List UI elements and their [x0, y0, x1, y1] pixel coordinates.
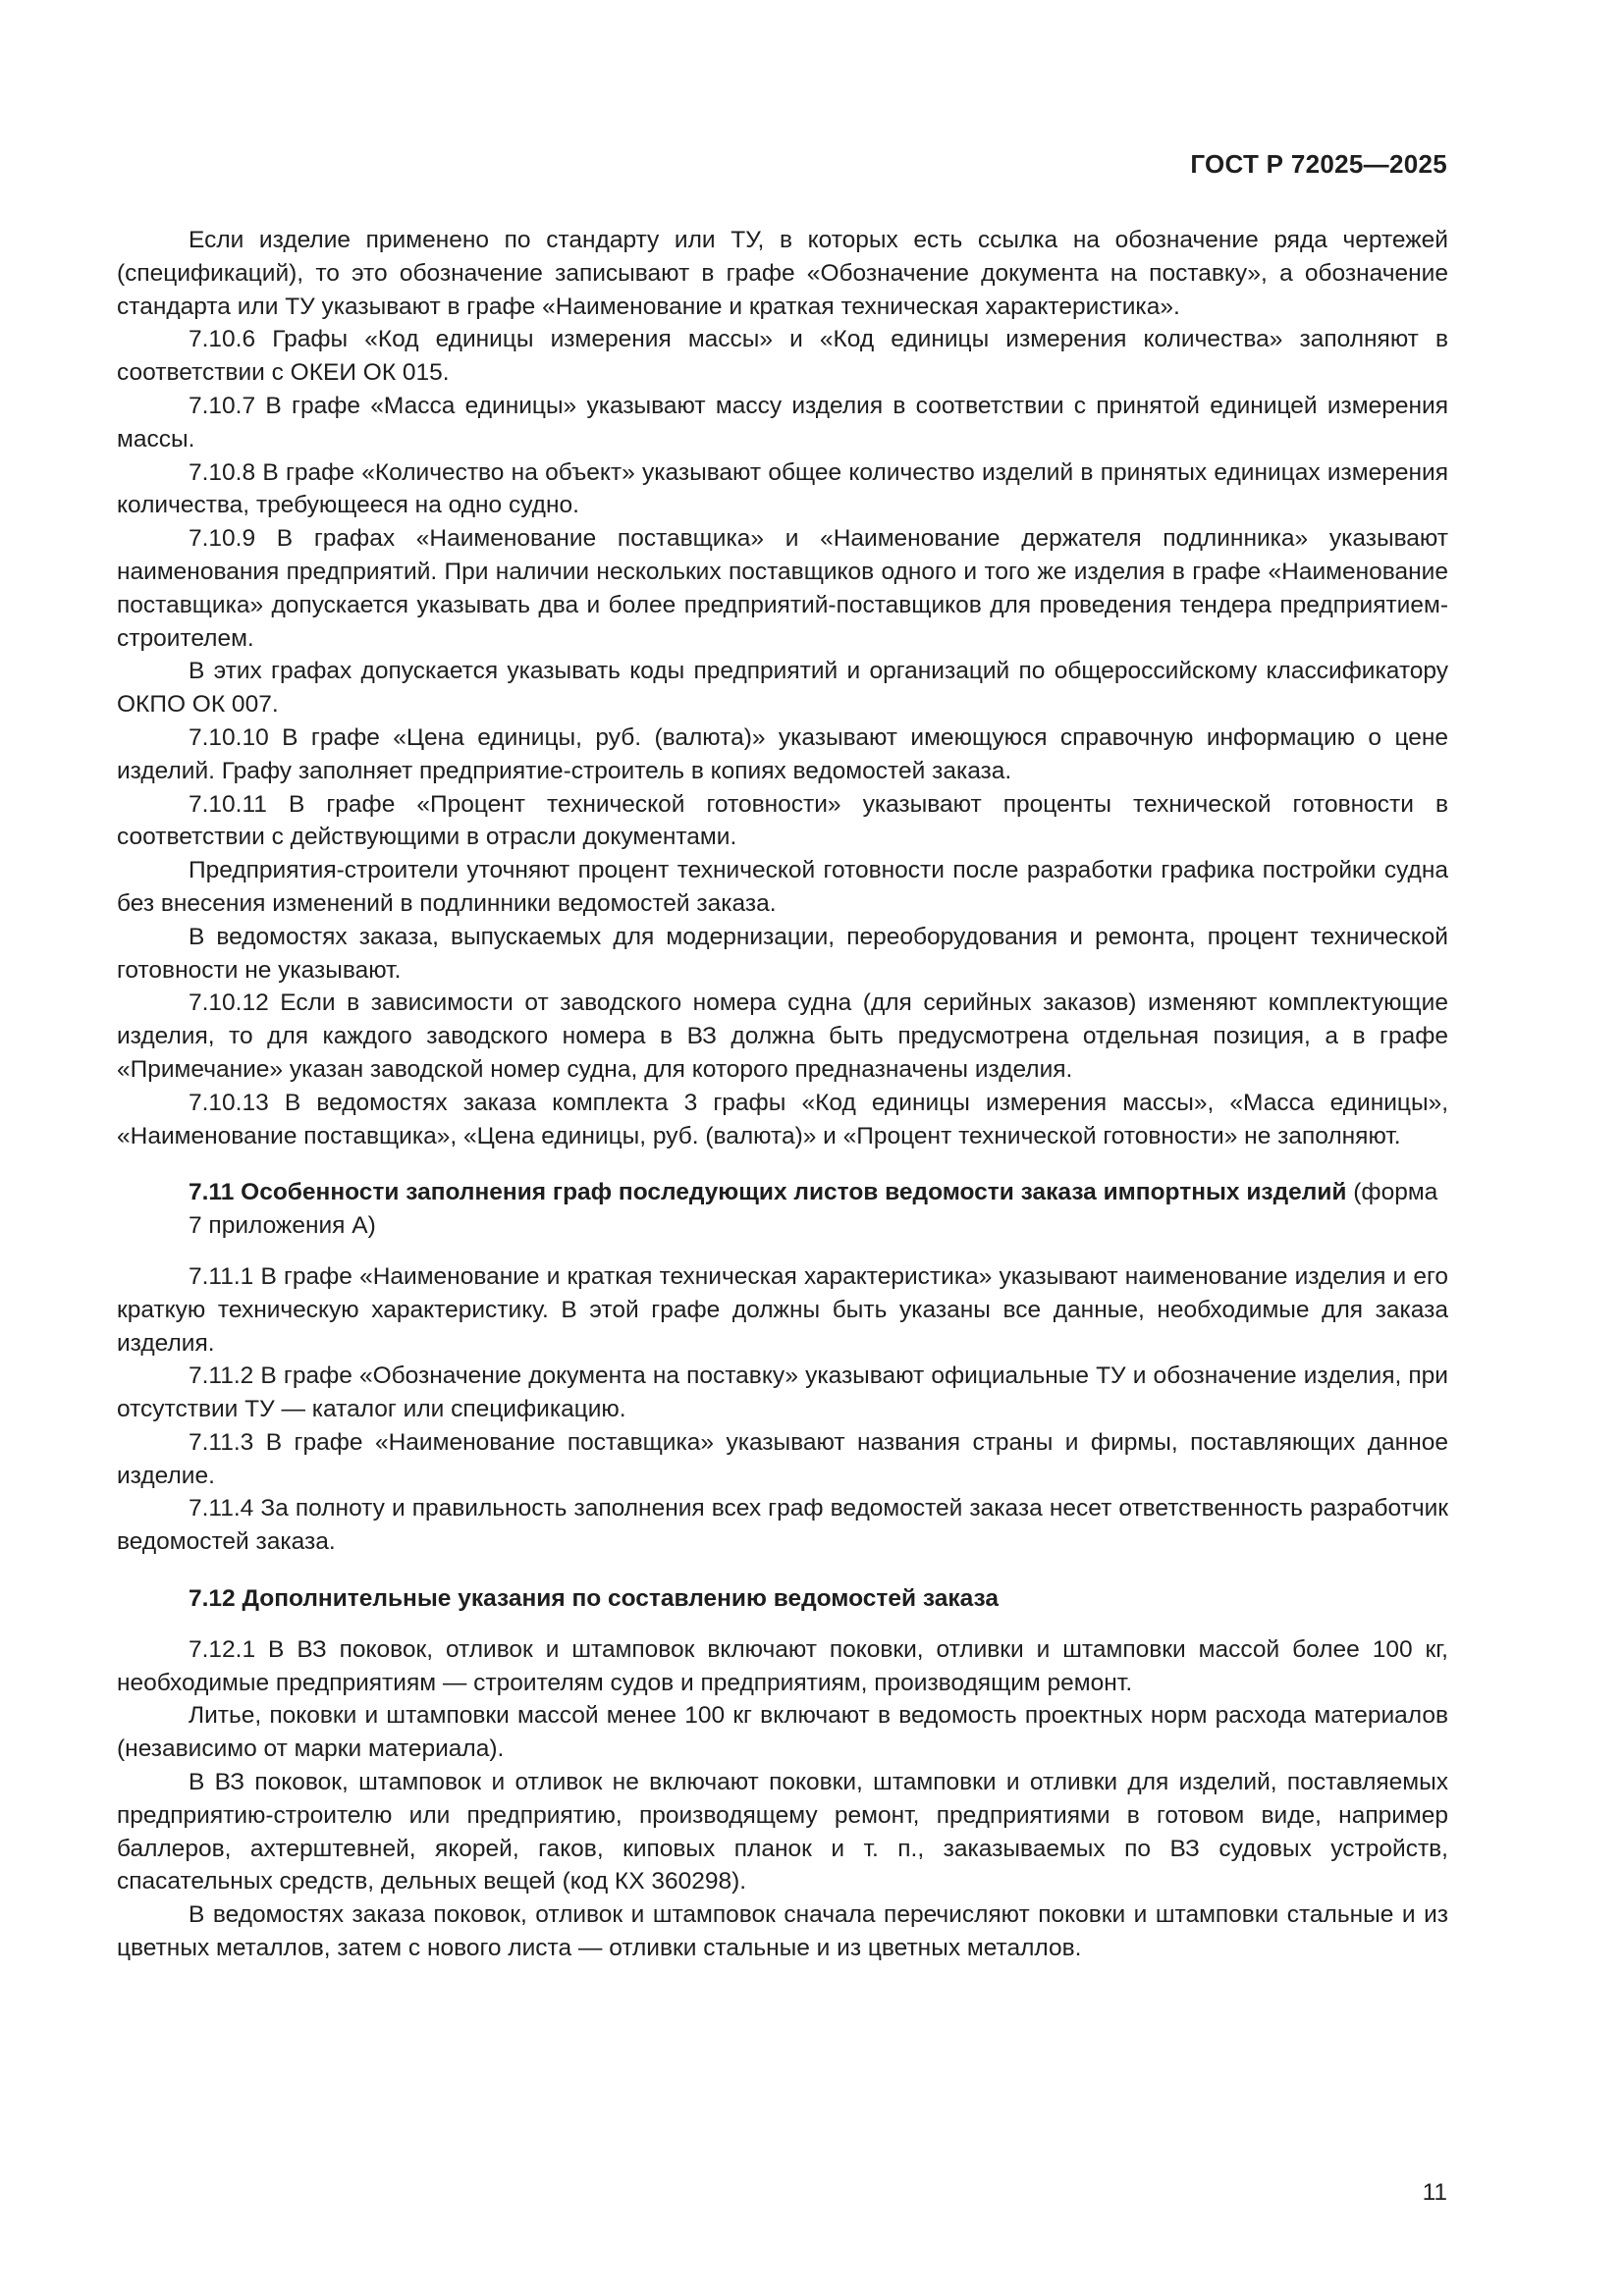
paragraph: В ведомостях заказа, выпускаемых для модернизации, переоборудования и ремонта, процент технической готовности не указывают.: [117, 923, 1448, 984]
paragraph-7-10-12: 7.10.12 Если в зависимости от заводского номера судна (для серийных заказов) изменяют комплектующие изделия, то для каждого заводского номера в ВЗ должна быть предусмотрена отдельная позиция, а в графе «Примечание» указан заводской номер судна, для которого предназначены изделия.: [117, 989, 1448, 1083]
paragraph-7-11-4: 7.11.4 За полноту и правильность заполнения всех граф ведомостей заказа несет ответственность разработчик ведомостей заказа.: [117, 1495, 1448, 1556]
section-heading-7-11: [117, 1176, 1448, 1243]
paragraph-7-10-8: 7.10.8 В графе «Количество на объект» указывают общее количество изделий в принятых единицах измерения количества, требующееся на одно судно.: [117, 458, 1448, 519]
paragraph-7-11-3: 7.11.3 В графе «Наименование поставщика» указывают названия страны и фирмы, поставляющих данное изделие.: [117, 1428, 1448, 1489]
section-heading-7-12: 7.12 Дополнительные указания по составлению ведомостей заказа: [189, 1585, 999, 1613]
paragraph-7-10-10: 7.10.10 В графе «Цена единицы, руб. (валюта)» указывают имеющуюся справочную информацию о цене изделий. Графу заполняет предприятие-строитель в копиях ведомостей заказа.: [117, 723, 1448, 784]
paragraph: В ВЗ поковок, штамповок и отливок не включают поковки, штамповки и отливки для изделий, поставляемых предприятию-строителю или предприятию, производящему ремонт, предприятиями в готовом виде, например баллеров, ахтерштевней, якорей, гаков, киповых планок и т. п., заказываемых по ВЗ судовых устройств, спасательных средств, дельных вещей (код КХ 360298).: [117, 1769, 1448, 1896]
section-heading-7-11-bold: 7.11 Особенности заполнения граф последующих листов ведомости заказа импортных изделий: [189, 1179, 1347, 1206]
paragraph-7-11-1: 7.11.1 В графе «Наименование и краткая техническая характеристика» указывают наименование изделия и его краткую техническую характеристику. В этой графе должны быть указаны все данные, необходимые для заказа изделия.: [117, 1262, 1448, 1357]
section-heading-7-11-note: (форма 7 приложения А): [189, 1179, 1438, 1240]
paragraph-7-12-1: 7.12.1 В ВЗ поковок, отливок и штамповок включают поковки, отливки и штамповки массой более 100 кг, необходимые предприятиям — строителям судов и предприятиям, производящим ремонт.: [117, 1635, 1448, 1696]
paragraph-7-10-9: 7.10.9 В графах «Наименование поставщика» и «Наименование держателя подлинника» указывают наименования предприятий. При наличии нескольких поставщиков одного и того же изделия в графе «Наименование поставщика» допускается указывать два и более предприятий-поставщиков для проведения тендера предприятием-строителем.: [117, 525, 1448, 652]
paragraph-7-10-6: 7.10.6 Графы «Код единицы измерения массы» и «Код единицы измерения количества» заполняют в соответствии с ОКЕИ ОК 015.: [117, 326, 1448, 387]
paragraph: Если изделие применено по стандарту или ТУ, в которых есть ссылка на обозначение ряда чертежей (спецификаций), то это обозначение записывают в графе «Обозначение документа на поставку», а обозначение стандарта или ТУ указывают в графе «Наименование и краткая техническая характеристика».: [117, 227, 1448, 320]
paragraph: В этих графах допускается указывать коды предприятий и организаций по общероссийскому классификатору ОКПО ОК 007.: [117, 658, 1448, 719]
paragraph-7-10-7: 7.10.7 В графе «Масса единицы» указывают массу изделия в соответствии с принятой единицей измерения массы.: [117, 392, 1448, 453]
document-header: ГОСТ Р 72025—2025: [1190, 149, 1447, 179]
paragraph-7-10-13: 7.10.13 В ведомостях заказа комплекта 3 графы «Код единицы измерения массы», «Масса единицы», «Наименование поставщика», «Цена единицы, руб. (валюта)» и «Процент технической готовности» не заполняют.: [117, 1089, 1448, 1149]
paragraph: Литье, поковки и штамповки массой менее 100 кг включают в ведомость проектных норм расхода материалов (независимо от марки материала).: [117, 1702, 1448, 1763]
document-body: [117, 224, 1448, 1965]
paragraph-7-11-2: 7.11.2 В графе «Обозначение документа на поставку» указывают официальные ТУ и обозначение изделия, при отсутствии ТУ — каталог или спецификацию.: [117, 1362, 1448, 1423]
paragraph: Предприятия-строители уточняют процент технической готовности после разработки графика постройки судна без внесения изменений в подлинники ведомостей заказа.: [117, 857, 1448, 917]
page-number: 11: [1422, 2179, 1447, 2206]
paragraph-7-10-11: 7.10.11 В графе «Процент технической готовности» указывают проценты технической готовности в соответствии с действующими в отрасли документами.: [117, 790, 1448, 851]
paragraph: В ведомостях заказа поковок, отливок и штамповок сначала перечисляют поковки и штамповки стальные и из цветных металлов, затем с нового листа — отливки стальные и из цветных металлов.: [117, 1901, 1448, 1962]
